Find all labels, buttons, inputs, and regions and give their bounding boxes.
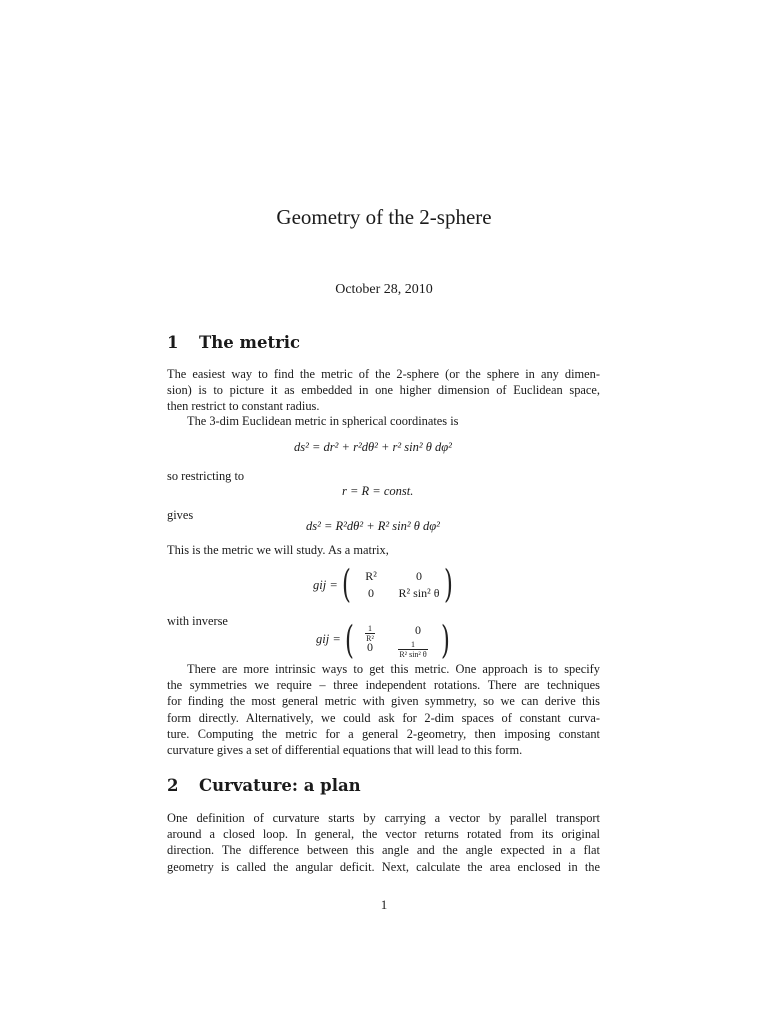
text-line: form directly. Alternatively, we could ask for 2-dim spaces of constant curva- (167, 710, 600, 725)
matrix-cell: 0 (416, 569, 422, 583)
text-line: around a closed loop. In general, the vector returns rotated from its original (167, 827, 600, 842)
text-line: ture. Computing the metric for a general 2-geometry, then imposing constant (167, 726, 600, 741)
section-1-paragraph-2: The 3-dim Euclidean metric in spherical coordinates is (187, 414, 459, 428)
text-line: There are more intrinsic ways to get this metric. One approach is to specify (187, 662, 600, 676)
matrix-cell: 0 (368, 586, 374, 600)
text-gives: gives (167, 508, 194, 522)
text-line: curvature gives a set of differential equations that will lead to this form. (167, 743, 523, 758)
matrix-cell: R² (365, 569, 377, 583)
section-2-paragraph-1 (167, 810, 600, 875)
section-1-paragraph-3: This is the metric we will study. As a matrix, (167, 543, 389, 557)
text-line: The easiest way to find the metric of the 2-sphere (or the sphere in any dimen- (167, 367, 600, 381)
text-line: the symmetries we require – three independent rotations. There are techniques (167, 678, 600, 693)
section-title: The metric (199, 333, 301, 352)
metric-matrix (341, 562, 455, 606)
matrix-cell: R² sin² θ (398, 586, 440, 600)
section-1-heading (167, 333, 300, 352)
section-2-heading (167, 776, 361, 795)
equation-constant-radius: r = R = const. (342, 484, 414, 498)
text-line: One definition of curvature starts by carrying a vector by parallel transport (167, 811, 600, 825)
paper-date: October 28, 2010 (335, 282, 433, 297)
inverse-matrix (344, 618, 452, 662)
text-line: for finding the most general metric with given symmetry, so we can derive this (167, 694, 600, 709)
text-with-inverse: with inverse (167, 614, 228, 628)
section-1-paragraph-1 (167, 366, 600, 415)
right-paren: ) (443, 562, 453, 606)
section-number: 2 (167, 776, 179, 795)
matrix-cell: $\frac{1}{\text{R²}}$ (366, 624, 374, 643)
left-paren: ( (341, 562, 351, 606)
page-number: 1 (380, 897, 388, 912)
text-line: direction. The difference between this angle and the angle expected in a flat (167, 843, 600, 858)
text-line: geometry is called the angular deficit. Next, calculate the area enclosed in the (167, 859, 600, 874)
metric-matrix-label-text: gij = (313, 578, 338, 592)
paper-title: Geometry of the 2-sphere (276, 205, 492, 229)
section-1-paragraph-4 (167, 661, 600, 758)
text-line: sion) is to picture it as embedded in one higher dimension of Euclidean space, (167, 383, 600, 398)
inverse-matrix-label-text: gij = (316, 632, 341, 646)
matrix-cell: 0 (367, 640, 373, 654)
left-paren: ( (344, 618, 354, 662)
right-paren: ) (440, 618, 450, 662)
inverse-matrix-label (316, 632, 341, 647)
text-so-restricting: so restricting to (167, 469, 245, 483)
equation-euclidean-metric: ds² = dr² + r²dθ² + r² sin² θ dφ² (294, 440, 452, 454)
equation-sphere-metric: ds² = R²dθ² + R² sin² θ dφ² (306, 519, 440, 533)
section-number: 1 (167, 333, 179, 352)
metric-matrix-label (313, 578, 338, 593)
section-title: Curvature: a plan (199, 776, 361, 795)
text-line: then restrict to constant radius. (167, 399, 320, 414)
matrix-cell: $\frac{1}{\text{R² sin² θ}}$ (399, 640, 427, 659)
matrix-cell: 0 (415, 623, 421, 637)
